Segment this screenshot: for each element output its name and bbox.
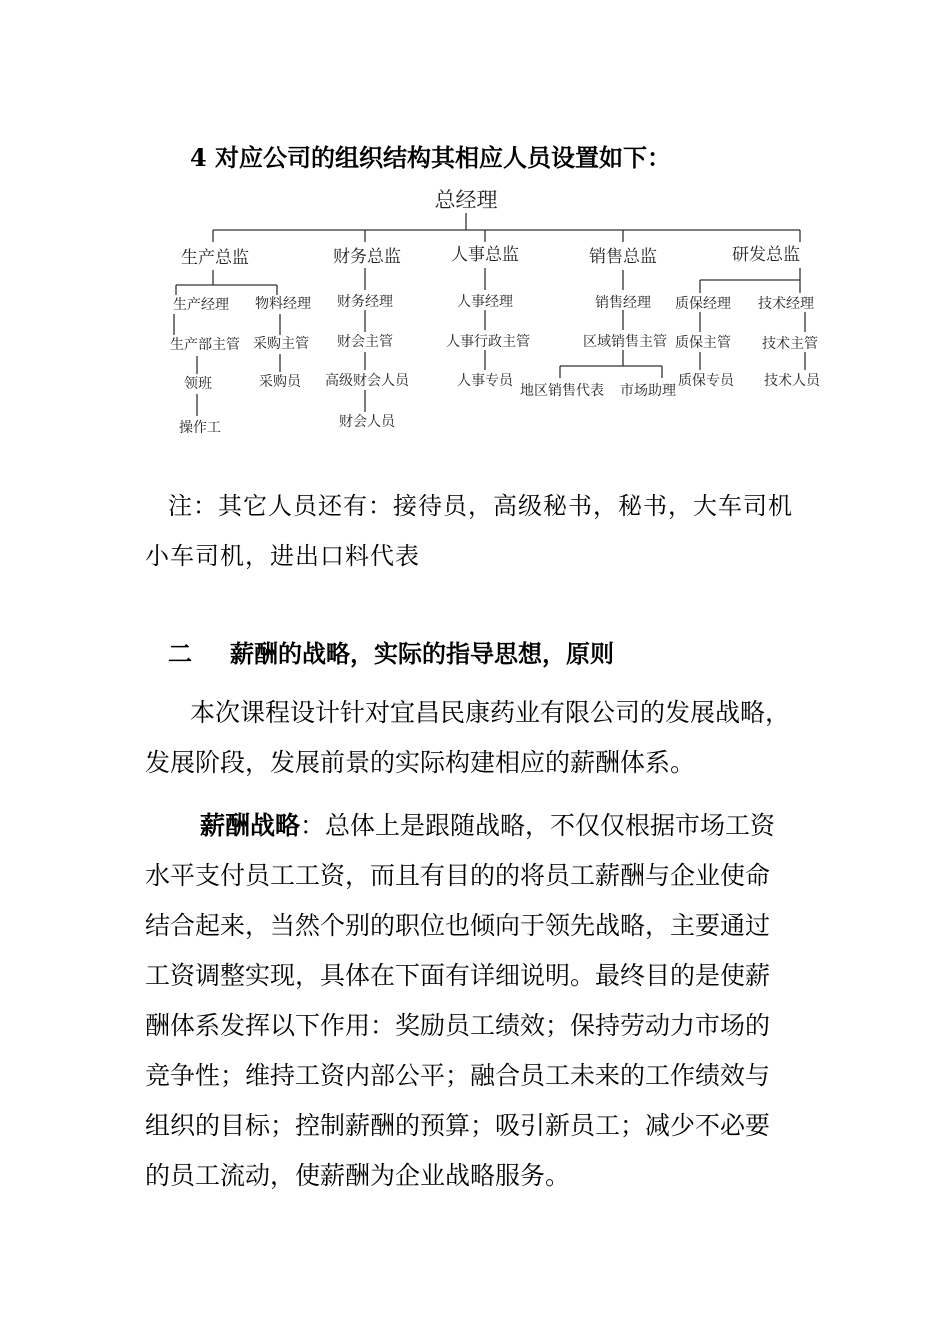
org-node: 采购员: [259, 374, 301, 390]
paragraph-2-label: 薪酬战略: [200, 811, 301, 840]
org-node: 生产经理: [173, 297, 229, 313]
org-node: 领班: [184, 376, 212, 392]
org-node: 销售经理: [595, 295, 651, 311]
org-node-director: 生产总监: [181, 248, 249, 268]
section-number: 二: [168, 639, 192, 668]
org-node: 高级财会人员: [325, 373, 409, 389]
org-node: 采购主管: [253, 336, 309, 352]
org-node: 市场助理: [620, 383, 676, 399]
org-node-director: 财务总监: [333, 247, 401, 267]
org-node: 人事经理: [457, 294, 513, 310]
org-node: 技术人员: [764, 373, 820, 389]
paragraph-2-line: 工资调整实现，具体在下面有详细说明。最终目的是使薪: [145, 961, 771, 990]
paragraph-2-line: 结合起来，当然个别的职位也倾向于领先战略，主要通过: [145, 911, 771, 940]
org-node: 人事专员: [457, 373, 513, 389]
org-node-director: 研发总监: [732, 245, 800, 265]
org-node: 质保专员: [678, 373, 734, 389]
paragraph-2-line: 酬体系发挥以下作用：奖励员工绩效；保持劳动力市场的: [145, 1011, 771, 1040]
org-node: 生产部主管: [170, 337, 240, 353]
paragraph-1-line: 发展阶段，发展前景的实际构建相应的薪酬体系。: [145, 748, 696, 777]
note-line-1: 注：其它人员还有：接待员，高级秘书，秘书，大车司机: [168, 492, 793, 520]
paragraph-2-line: 水平支付员工工资，而且有目的的将员工薪酬与企业使命: [145, 861, 771, 890]
org-node: 技术经理: [758, 296, 814, 312]
section-heading-org-structure: 4 对应公司的组织结构其相应人员设置如下：: [190, 143, 672, 172]
paragraph-1-line: 本次课程设计针对宜昌民康药业有限公司的发展战略，: [190, 698, 791, 727]
paragraph-2-first-text: ：总体上是跟随战略，不仅仅根据市场工资: [300, 811, 776, 840]
org-node-root: 总经理: [434, 188, 498, 212]
org-node: 人事行政主管: [446, 334, 530, 350]
org-node: 物料经理: [255, 296, 311, 312]
paragraph-2-line: 竞争性；维持工资内部公平；融合员工未来的工作绩效与: [145, 1061, 771, 1090]
note-line-2: 小车司机，进出口料代表: [145, 542, 420, 570]
paragraph-2-line: 组织的目标；控制薪酬的预算；吸引新员工；减少不必要: [145, 1111, 771, 1140]
org-node: 地区销售代表: [520, 383, 604, 399]
paragraph-2-line: 的员工流动，使薪酬为企业战略服务。: [145, 1161, 571, 1190]
org-node: 区域销售主管: [583, 334, 667, 350]
org-chart: [160, 180, 840, 450]
org-node-director: 人事总监: [451, 245, 519, 265]
org-node-director: 销售总监: [589, 247, 657, 267]
org-node: 质保经理: [675, 296, 731, 312]
section-title: 薪酬的战略，实际的指导思想，原则: [230, 639, 614, 668]
org-node: 操作工: [179, 420, 221, 436]
org-node: 财会主管: [337, 334, 393, 350]
org-node: 质保主管: [675, 335, 731, 351]
paragraph-2-first-line: [200, 801, 775, 851]
org-node: 技术主管: [762, 336, 818, 352]
org-node: 财务经理: [337, 294, 393, 310]
org-node: 财会人员: [339, 414, 395, 430]
